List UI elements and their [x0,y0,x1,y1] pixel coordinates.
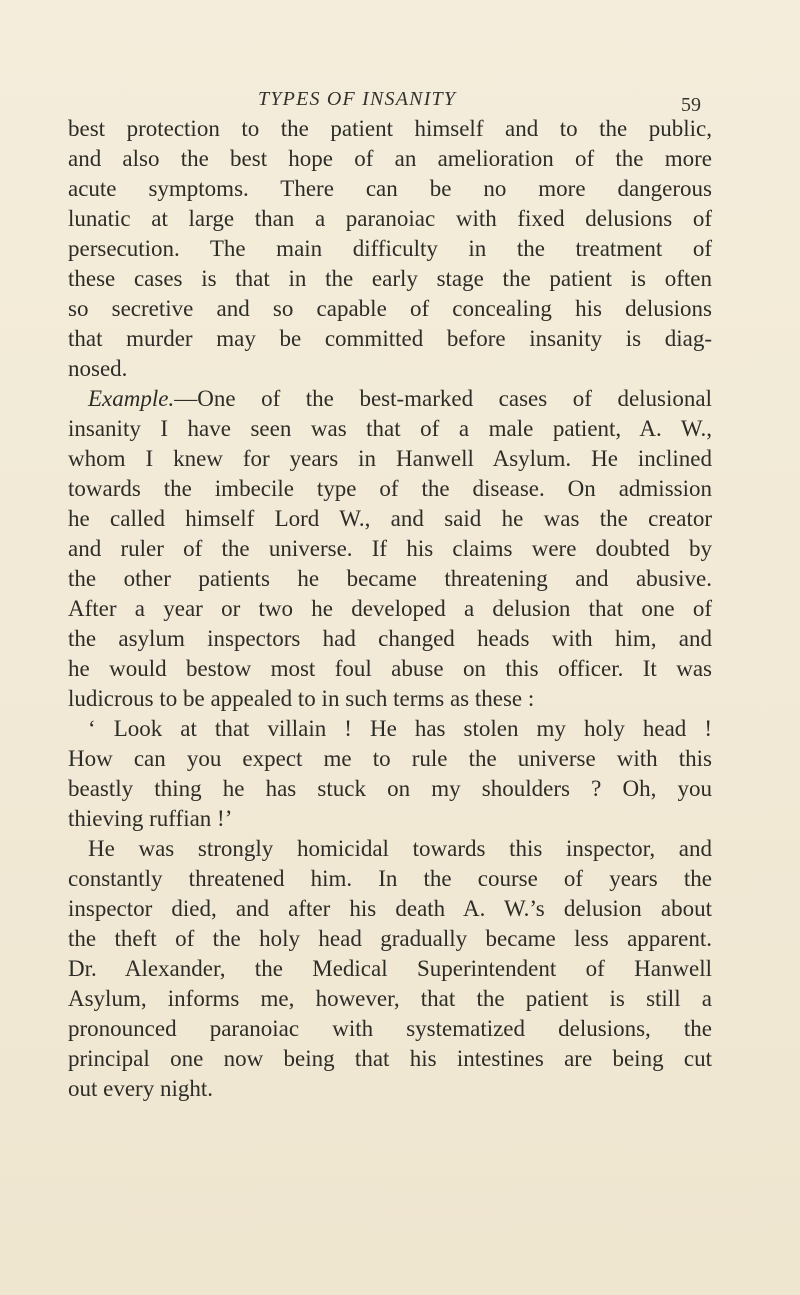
text-line: towards the imbecile type of the disease. On admission [68,476,712,501]
text-line: whom I knew for years in Hanwell Asylum. He inclined [68,446,712,471]
body-text [68,114,712,1104]
text-line: he called himself Lord W., and said he was the creator [68,506,712,531]
text-line: acute symptoms. There can be no more dangerous [68,176,712,201]
text-line: Dr. Alexander, the Medical Superintendent of Hanwell [68,956,712,981]
text-line: ludicrous to be appealed to in such terms as these : [68,686,535,711]
text-line: inspector died, and after his death A. W.’s delusion about [68,896,712,921]
paragraph-1 [68,114,712,384]
text-line: so secretive and so capable of concealing his delusions [68,296,712,321]
text-line: he would bestow most foul abuse on this officer. It was [68,656,712,681]
text-line: these cases is that in the early stage the patient is often [68,266,712,291]
text-line: the other patients he became threatening and abusive. [68,566,712,591]
text-line: best protection to the patient himself and to the public, [68,116,712,141]
text-line: out every night. [68,1076,213,1101]
paragraph-4 [68,834,712,1104]
text-line: the theft of the holy head gradually became less apparent. [68,926,712,951]
paragraph-3-quotation [68,714,712,834]
text-line: principal one now being that his intestines are being cut [68,1046,712,1071]
text-line: After a year or two he developed a delusion that one of [68,596,712,621]
text-line: ‘ Look at that villain ! He has stolen my holy head ! [88,716,712,741]
text-line: and ruler of the universe. If his claims were doubted by [68,536,712,561]
text-line: the asylum inspectors had changed heads with him, and [68,626,712,651]
text-line: constantly threatened him. In the course of years the [68,866,712,891]
text-line: and also the best hope of an amelioration of the more [68,146,712,171]
page-number: 59 [681,94,701,116]
text-line: How can you expect me to rule the universe with this [68,746,712,771]
text-line [68,384,712,414]
text-line: beastly thing he has stuck on my shoulders ? Oh, you [68,776,712,801]
text-line: thieving ruffian !’ [68,806,233,831]
text-line: lunatic at large than a paranoiac with fixed delusions of [68,206,712,231]
paragraph-2 [68,384,712,714]
text-line: He was strongly homicidal towards this inspector, and [88,836,712,861]
text-line: Asylum, informs me, however, that the patient is still a [68,986,712,1011]
example-first-line: —One of the best-marked cases of delusional [174,386,712,411]
text-line: nosed. [68,356,128,381]
text-line: insanity I have seen was that of a male patient, A. W., [68,416,712,441]
text-line: that murder may be committed before insanity is diag- [68,326,712,351]
text-line: pronounced paranoiac with systematized delusions, the [68,1016,712,1041]
running-title: TYPES OF INSANITY [258,88,457,110]
example-label: Example. [88,386,175,411]
text-line: persecution. The main difficulty in the treatment of [68,236,712,261]
